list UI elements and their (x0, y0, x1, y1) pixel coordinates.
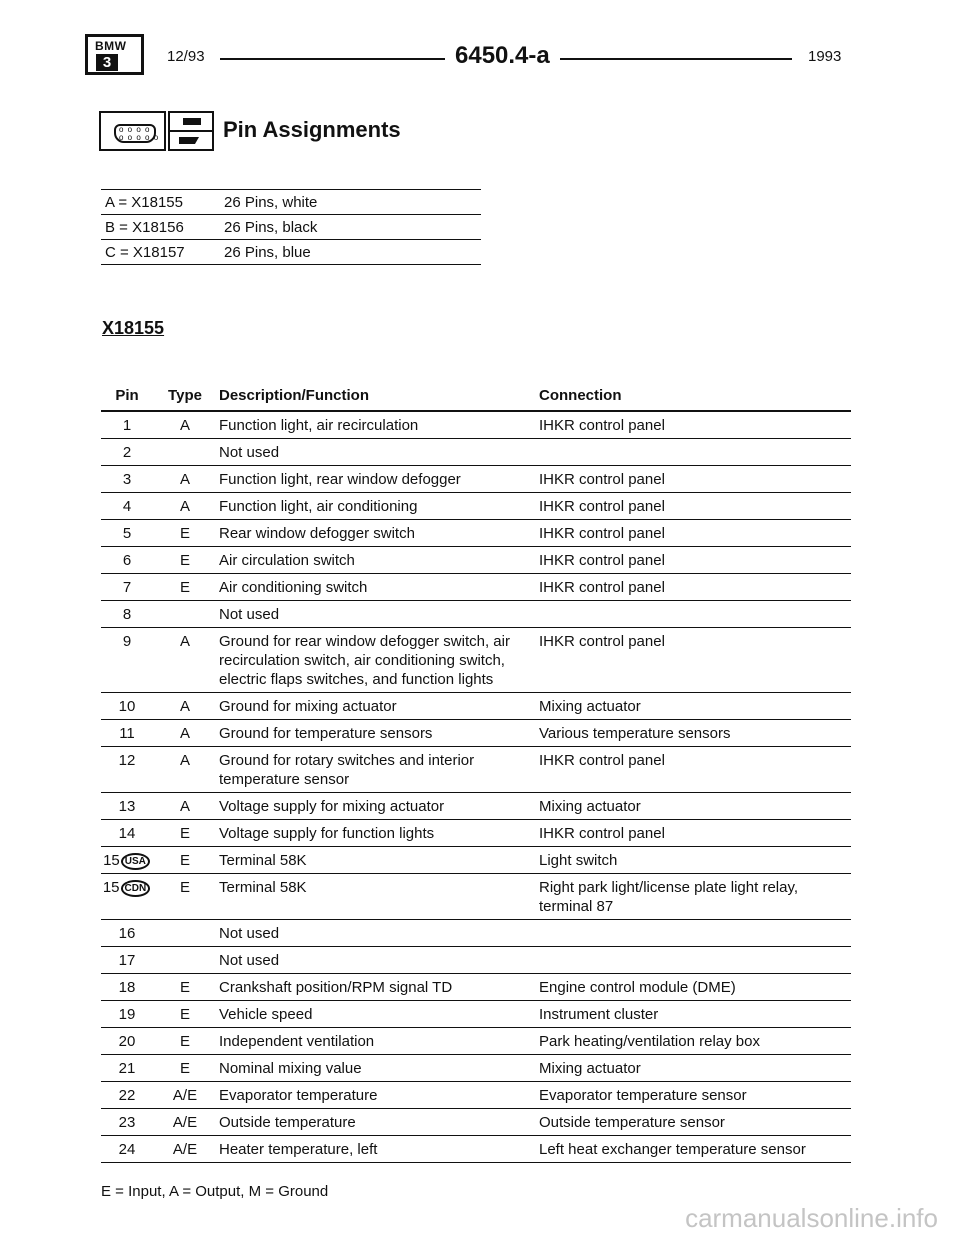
table-row (101, 1028, 851, 1055)
pin-cell (101, 920, 153, 947)
type-cell: A (153, 720, 217, 747)
table-row (101, 974, 851, 1001)
type-cell: A/E (153, 1136, 217, 1163)
connector-table (101, 189, 481, 265)
description-cell: Nominal mixing value (217, 1055, 539, 1082)
pin-cell (101, 1001, 153, 1028)
pin-number: 16 (118, 925, 136, 942)
pin-cell (101, 947, 153, 974)
pin-number: 13 (118, 798, 136, 815)
table-row (101, 628, 851, 693)
table-row (101, 493, 851, 520)
type-cell: E (153, 547, 217, 574)
description-cell: Heater temperature, left (217, 1136, 539, 1163)
pin-cell (101, 874, 153, 920)
connection-cell: Mixing actuator (539, 793, 851, 820)
pin-cell (101, 601, 153, 628)
description-cell: Not used (217, 601, 539, 628)
type-cell: A (153, 466, 217, 493)
pin-cell (101, 747, 153, 793)
col-connection: Connection (539, 382, 851, 411)
connection-cell (539, 601, 851, 628)
watermark: carmanualsonline.info (685, 1203, 938, 1233)
type-cell: E (153, 1001, 217, 1028)
connection-cell: IHKR control panel (539, 628, 851, 693)
header-date: 12/93 (167, 48, 205, 65)
header-year: 1993 (808, 48, 842, 65)
description-cell: Terminal 58K (217, 847, 539, 874)
table-row (101, 1109, 851, 1136)
description-cell: Ground for rotary switches and interior temperature sensor (217, 747, 539, 793)
pin-cell (101, 439, 153, 466)
description-cell: Ground for rear window defogger switch, air recirculation switch, air conditioning switch, electric flaps switches, and function lights (217, 628, 539, 693)
header-rule-right (560, 58, 792, 60)
connection-cell: IHKR control panel (539, 574, 851, 601)
pin-cell (101, 493, 153, 520)
page-title: Pin Assignments (223, 117, 401, 142)
connector-row (101, 240, 481, 265)
table-row (101, 466, 851, 493)
connection-cell: Instrument cluster (539, 1001, 851, 1028)
type-cell: E (153, 1055, 217, 1082)
description-cell: Crankshaft position/RPM signal TD (217, 974, 539, 1001)
region-badge: USA (121, 853, 150, 870)
pin-number: 12 (118, 752, 136, 769)
table-row (101, 1055, 851, 1082)
type-cell (153, 601, 217, 628)
connection-cell: IHKR control panel (539, 820, 851, 847)
type-cell: A/E (153, 1082, 217, 1109)
doc-code: 6450.4-a (455, 42, 550, 69)
col-pin: Pin (101, 382, 153, 411)
type-cell: E (153, 820, 217, 847)
pin-table-header (101, 382, 851, 411)
pin-cell (101, 1082, 153, 1109)
description-cell: Rear window defogger switch (217, 520, 539, 547)
connection-cell: Right park light/license plate light relay, terminal 87 (539, 874, 851, 920)
type-cell: E (153, 574, 217, 601)
type-cell: E (153, 520, 217, 547)
table-row (101, 920, 851, 947)
table-row (101, 411, 851, 439)
pin-cell (101, 974, 153, 1001)
connector-row (101, 215, 481, 240)
type-cell: A (153, 493, 217, 520)
col-description: Description/Function (217, 382, 539, 411)
connection-cell: Engine control module (DME) (539, 974, 851, 1001)
connection-cell (539, 439, 851, 466)
section-title: X18155 (102, 318, 165, 338)
connector-id: A = X18155 (101, 190, 224, 215)
pin-cell (101, 693, 153, 720)
pin-cell (101, 466, 153, 493)
connector-icon: o o o o o o o o o (99, 111, 166, 151)
connector-desc: 26 Pins, blue (224, 240, 481, 265)
description-cell: Air circulation switch (217, 547, 539, 574)
connection-cell: Mixing actuator (539, 1055, 851, 1082)
table-row (101, 574, 851, 601)
title-row (99, 111, 599, 155)
description-cell: Voltage supply for mixing actuator (217, 793, 539, 820)
pin-number: 15 (102, 879, 120, 896)
connector-id: C = X18157 (101, 240, 224, 265)
pin-number: 23 (118, 1114, 136, 1131)
description-cell: Independent ventilation (217, 1028, 539, 1055)
description-cell: Function light, rear window defogger (217, 466, 539, 493)
type-cell: E (153, 874, 217, 920)
pin-cell (101, 1055, 153, 1082)
description-cell: Vehicle speed (217, 1001, 539, 1028)
table-row (101, 720, 851, 747)
pin-number: 11 (119, 725, 135, 742)
pin-number: 19 (118, 1006, 136, 1023)
pin-number: 6 (122, 552, 132, 569)
pin-number: 1 (122, 417, 132, 434)
col-type: Type (153, 382, 217, 411)
pin-assignment-icon (168, 111, 214, 151)
description-cell: Function light, air conditioning (217, 493, 539, 520)
pin-number: 15 (103, 852, 120, 869)
pin-number: 10 (118, 698, 136, 715)
table-row (101, 820, 851, 847)
table-row (101, 1082, 851, 1109)
description-cell: Evaporator temperature (217, 1082, 539, 1109)
type-cell: A (153, 411, 217, 439)
description-cell: Function light, air recirculation (217, 411, 539, 439)
connector-desc: 26 Pins, white (224, 190, 481, 215)
connection-cell (539, 947, 851, 974)
pin-number: 17 (118, 952, 136, 969)
table-row (101, 439, 851, 466)
connector-row (101, 190, 481, 215)
legend: E = Input, A = Output, M = Ground (101, 1183, 329, 1200)
description-cell: Not used (217, 920, 539, 947)
connection-cell: IHKR control panel (539, 411, 851, 439)
pin-cell (101, 547, 153, 574)
description-cell: Not used (217, 439, 539, 466)
pin-number: 21 (118, 1060, 136, 1077)
pin-cell (101, 720, 153, 747)
pin-number: 8 (122, 606, 132, 623)
table-row (101, 874, 851, 920)
series-badge: 3 (96, 54, 118, 71)
connector-id: B = X18156 (101, 215, 224, 240)
table-row (101, 1001, 851, 1028)
connection-cell: Mixing actuator (539, 693, 851, 720)
pin-table (101, 382, 851, 1163)
connection-cell: Light switch (539, 847, 851, 874)
pin-cell (101, 411, 153, 439)
pin-number: 3 (122, 471, 132, 488)
table-row (101, 747, 851, 793)
connection-cell: Park heating/ventilation relay box (539, 1028, 851, 1055)
connection-cell: Left heat exchanger temperature sensor (539, 1136, 851, 1163)
pin-number: 7 (122, 579, 132, 596)
pin-cell (101, 847, 153, 874)
pin-cell (101, 1136, 153, 1163)
type-cell: E (153, 974, 217, 1001)
logo-text: BMW (95, 39, 127, 53)
connector-desc: 26 Pins, black (224, 215, 481, 240)
connection-cell: IHKR control panel (539, 547, 851, 574)
pin-number: 20 (118, 1033, 136, 1050)
table-row (101, 1136, 851, 1163)
connection-cell: IHKR control panel (539, 520, 851, 547)
type-cell: E (153, 847, 217, 874)
header-rule-left (220, 58, 445, 60)
connection-cell: IHKR control panel (539, 747, 851, 793)
pin-number: 18 (118, 979, 136, 996)
type-cell: A/E (153, 1109, 217, 1136)
pin-number: 5 (122, 525, 132, 542)
table-row (101, 793, 851, 820)
type-cell: A (153, 693, 217, 720)
pin-cell (101, 820, 153, 847)
connection-cell: Outside temperature sensor (539, 1109, 851, 1136)
pin-number: 22 (118, 1087, 136, 1104)
table-row (101, 847, 851, 874)
type-cell (153, 439, 217, 466)
table-row (101, 947, 851, 974)
pin-cell (101, 1028, 153, 1055)
type-cell: A (153, 793, 217, 820)
type-cell (153, 920, 217, 947)
table-row (101, 693, 851, 720)
description-cell: Not used (217, 947, 539, 974)
type-cell: E (153, 1028, 217, 1055)
description-cell: Terminal 58K (217, 874, 539, 920)
description-cell: Outside temperature (217, 1109, 539, 1136)
connection-cell: IHKR control panel (539, 493, 851, 520)
pin-cell (101, 520, 153, 547)
pin-cell (101, 574, 153, 601)
connection-cell: Various temperature sensors (539, 720, 851, 747)
description-cell: Air conditioning switch (217, 574, 539, 601)
table-row (101, 520, 851, 547)
description-cell: Voltage supply for function lights (217, 820, 539, 847)
table-row (101, 601, 851, 628)
pin-number: 24 (118, 1141, 136, 1158)
pin-number: 9 (122, 633, 132, 650)
page-header (85, 34, 855, 78)
type-cell: A (153, 747, 217, 793)
pin-number: 14 (118, 825, 136, 842)
pin-number: 4 (122, 498, 132, 515)
table-row (101, 547, 851, 574)
pin-cell (101, 628, 153, 693)
pin-number: 2 (122, 444, 132, 461)
bmw-series-logo (85, 34, 144, 75)
description-cell: Ground for mixing actuator (217, 693, 539, 720)
connection-cell: Evaporator temperature sensor (539, 1082, 851, 1109)
region-badge: CDN (121, 880, 151, 897)
description-cell: Ground for temperature sensors (217, 720, 539, 747)
connection-cell (539, 920, 851, 947)
pin-cell (101, 793, 153, 820)
type-cell (153, 947, 217, 974)
pin-cell (101, 1109, 153, 1136)
type-cell: A (153, 628, 217, 693)
connection-cell: IHKR control panel (539, 466, 851, 493)
